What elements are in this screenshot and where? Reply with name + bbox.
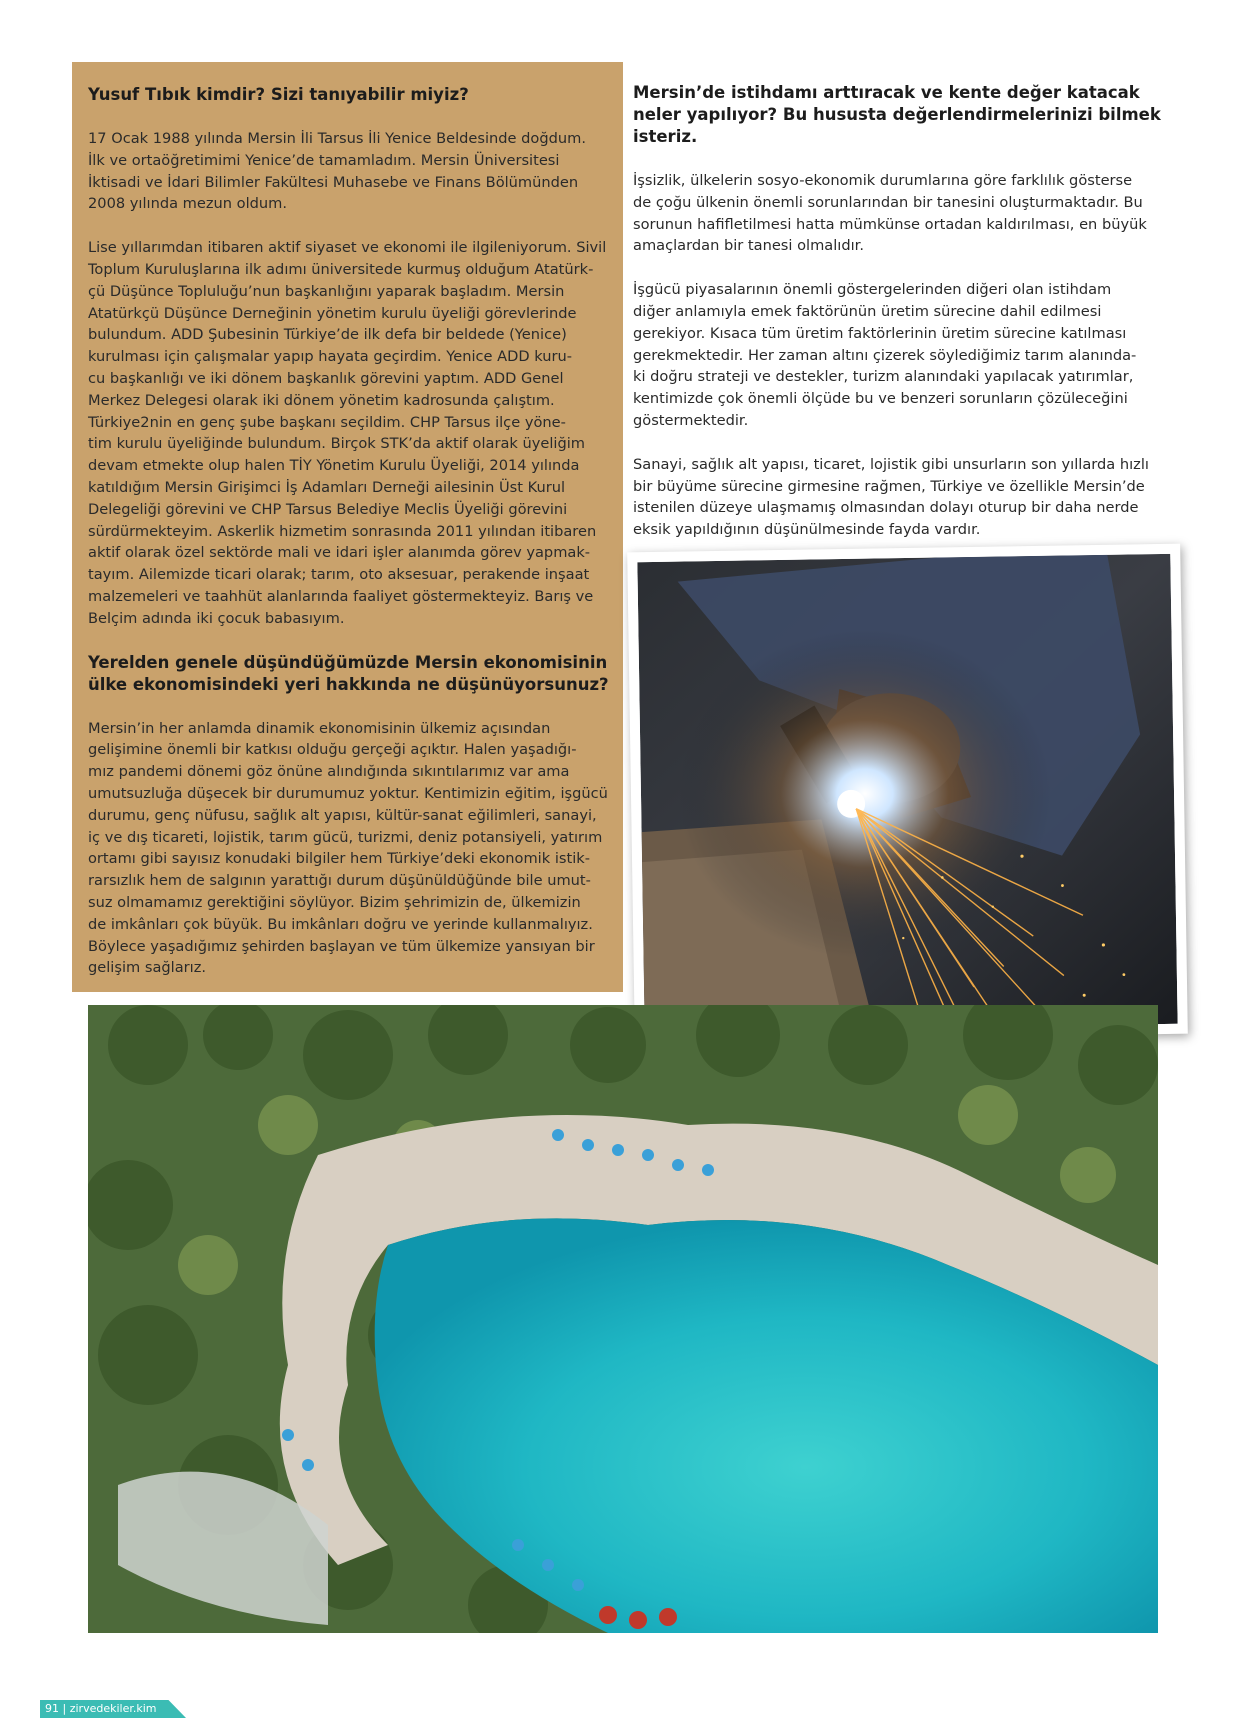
answer-2-paragraph: Mersin’in her anlamda dinamik ekonomisinin ülkemiz açısından gelişimine önemli bir katkısı olduğu gerçeği açıktır. Halen yaşadığı- mız pandemi dönemi göz önüne alındığında sıkıntılarımız var ama umutsuzluğa düşecek bir durumumuz yoktur. Kentimizin eğitim, işgücü durumu, genç nüfusu, sağlık alt yapısı, kültür-sanat eğilimleri, sanayi, iç ve dış ticareti, lojistik, tarım gücü, turizmi, deniz potansiyeli, yatırım ortamı gibi sayısız konudaki bilgiler hem Türkiye’deki ekonomik istik- rarsızlık hem de salgının yarattığı durum düşünüldüğünde bile umut- suz olmamamız gerektiğini söylüyor. Bizim şehrimizin de, ülkemizin de imkânları çok büyük. Bu imkânları doğru ve yerinde kullanmalıyız. Böylece yaşadığımız şehirden başlayan ve tüm ülkemize yansıyan bir gelişim sağlarız.: [88, 719, 608, 977]
question-1-heading: Yusuf Tıbık kimdir? Sizi tanıyabilir miyiz?: [88, 85, 469, 104]
question-3-heading: Mersin’de istihdamı arttıracak ve kente değer katacak neler yapılıyor? Bu hususta değerlendirmelerinizi bilmek isteriz.: [633, 83, 1161, 146]
aerial-beach-photo: [88, 1005, 1158, 1633]
answer-3-paragraph-2: İşgücü piyasalarının önemli göstergelerinden diğeri olan istihdam diğer anlamıyla emek faktörünün üretim sürecine dahil edilmesi gerekiyor. Kısaca tüm üretim faktörlerinin üretim sürecine katılması gerekmektedir. Her zaman altını çizerek söylediğimiz tarım alanında- ki doğru strateji ve destekler, turizm alanındaki yapılacak yatırımlar, kentimizde çok önemli ölçüde bu ve benzeri sorunların çözüleceğini göstermektedir.: [633, 281, 1137, 429]
page-number: 91: [45, 1702, 59, 1715]
question-2-heading: Yerelden genele düşündüğümüzde Mersin ekonomisinin ülke ekonomisindeki yeri hakkında ne düşünüyorsunuz?: [88, 652, 609, 694]
welding-photo-frame: [627, 544, 1188, 1043]
answer-1-paragraph-2: Lise yıllarımdan itibaren aktif siyaset ve ekonomi ile ilgileniyorum. Sivil Toplum Kuruluşlarına ilk adımı üniversitede kurmuş olduğum Atatürk- çü Düşünce Topluluğu’nun başkanlığını yaparak başladım. Mersin Atatürkçü Düşünce Derneğinin yönetim kurulu üyeliği görevlerinde bulundum. ADD Şubesinin Türkiye’de ilk defa bir beldede (Yenice) kurulması için çalışmalar yapıp hayata geçirdim. Yenice ADD kuru- cu başkanlığı ve iki dönem başkanlık görevini yaptım. ADD Genel Merkez Delegesi olarak iki dönem yönetim kadrosunda çalıştım. Türkiye2nin en genç şube başkanı seçildim. CHP Tarsus ilçe yöne- tim kurulu üyeliğinde bulundum. Birçok STK’da aktif olarak üyeliğim devam etmekte olup halen TİY Yönetim Kurulu Üyeliği, 2014 yılında katıldığım Mersin Girişimci İş Adamları Derneği ailesinin Üst Kurul Delegeliği görevini ve CHP Tarsus Belediye Meclis Üyeliği görevini sürdürmekteyim. Askerlik hizmetim sonrasında 2011 yılından itibaren aktif olarak özel sektörde mali ve idari işler alanımda görev yapmak- tayım. Ailemizde ticari olarak; tarım, oto aksesuar, perakende inşaat malzemeleri ve taahhüt alanlarında faaliyet göstermekteyiz. Barış ve Belçim adında iki çocuk babasıyım.: [88, 239, 607, 627]
right-column: [633, 82, 1163, 563]
footer-site-link[interactable]: zirvedekiler.kim: [69, 1702, 157, 1715]
answer-3-paragraph-3: Sanayi, sağlık alt yapısı, ticaret, lojistik gibi unsurların son yıllarda hızlı bir büyüme sürecine girmesine rağmen, Türkiye ve özellikle Mersin’de istenilen düzeye ulaşmamış olmasından dolayı oturup bir daha nerde eksik yapıldığının düşünülmesinde fayda vardır.: [633, 455, 1149, 539]
footer-text: [45, 1702, 157, 1715]
interview-box: [72, 62, 623, 992]
welding-photo: [637, 554, 1177, 1032]
answer-3-paragraph-1: İşsizlik, ülkelerin sosyo-ekonomik durumlarına göre farklılık gösterse de çoğu ülkenin önemli sorunlarından bir tanesini oluşturmaktadır. Bu sorunun hafifletilmesi hatta mümkünse ortadan kaldırılması, en büyük amaçlardan bir tanesi olmalıdır.: [633, 172, 1147, 255]
answer-1-paragraph-1: 17 Ocak 1988 yılında Mersin İli Tarsus İli Yenice Beldesinde doğdum. İlk ve ortaöğretimimi Yenice’de tamamladım. Mersin Üniversitesi İktisadi ve İdari Bilimler Fakültesi Muhasebe ve Finans Bölümünden 2008 yılında mezun oldum.: [88, 130, 586, 213]
footer-separator: |: [62, 1702, 67, 1715]
